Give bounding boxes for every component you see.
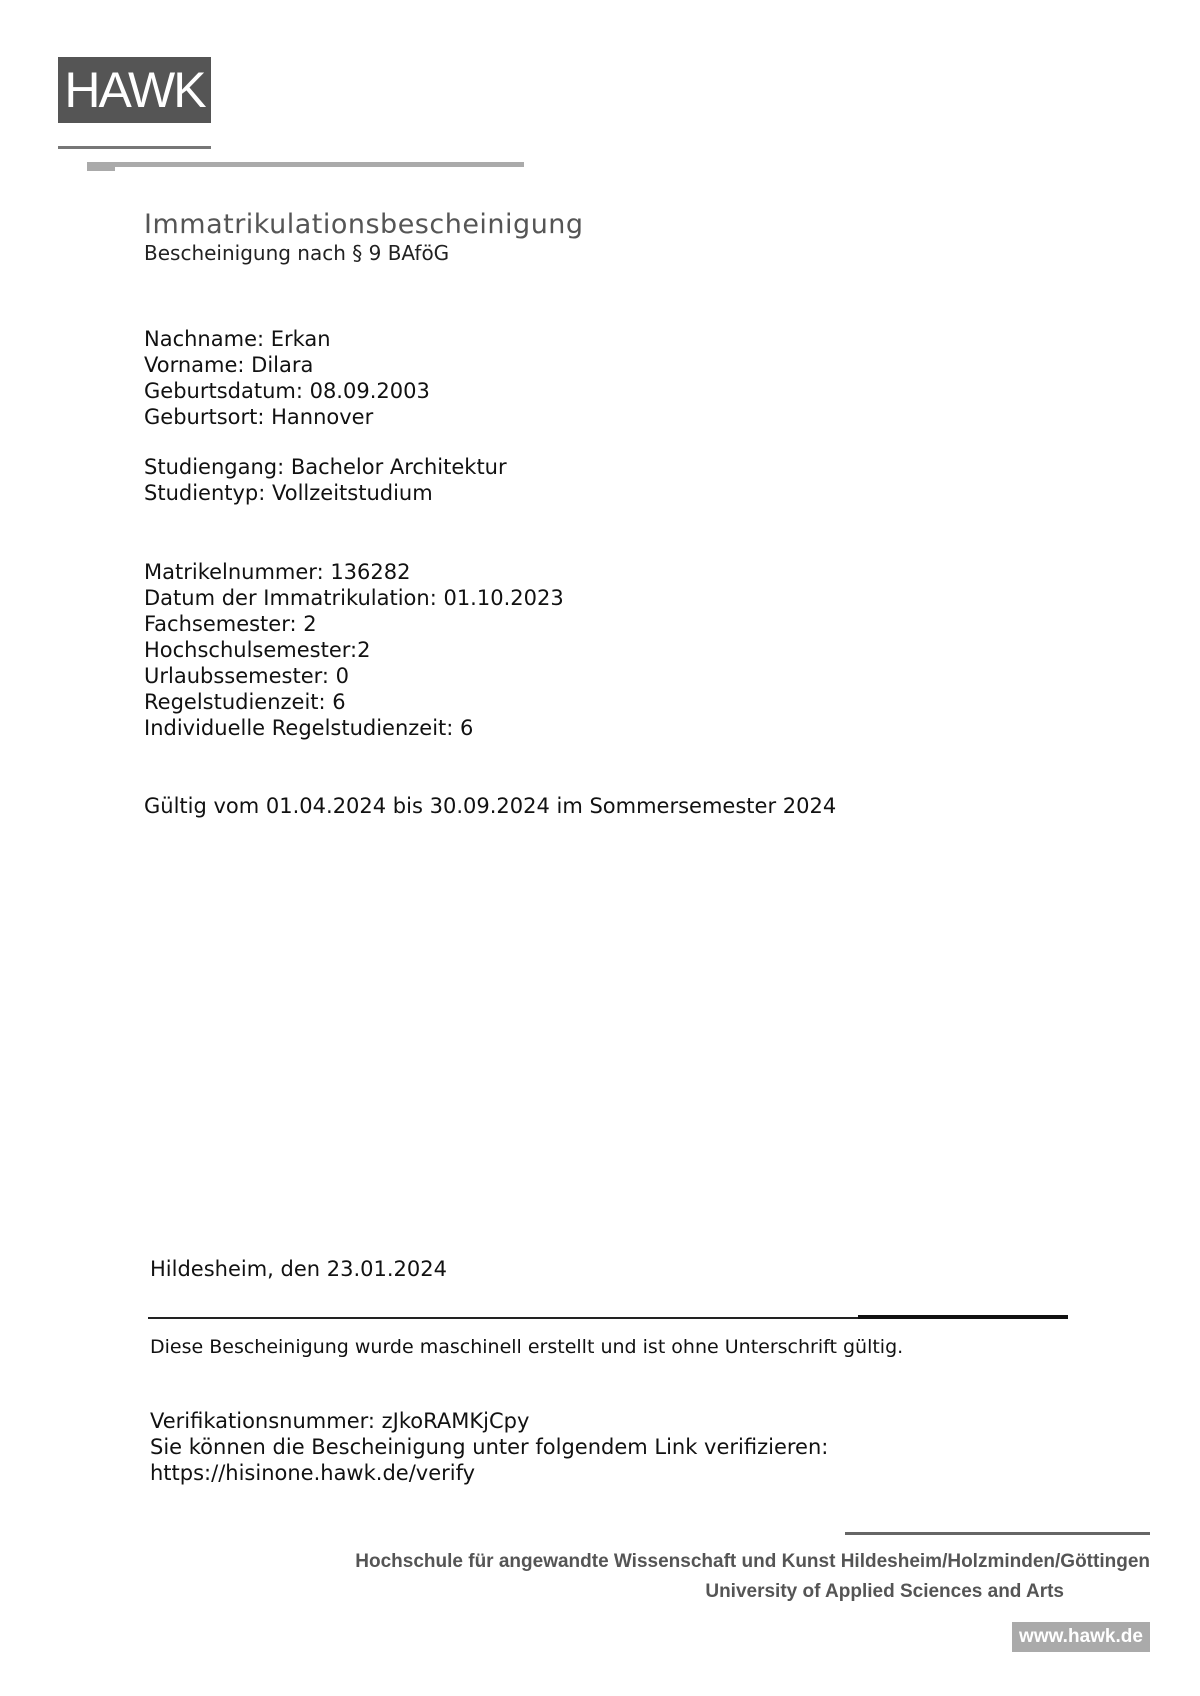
header-divider	[87, 162, 524, 167]
hawk-logo: HAWK	[58, 57, 211, 123]
university-semester: Hochschulsemester:2	[144, 638, 371, 662]
institution-name: Hochschule für angewandte Wissenschaft und Kunst Hildesheim/Holzminden/Göttingen	[355, 1551, 1150, 1572]
person-birthdate: Geburtsdatum: 08.09.2003	[144, 379, 430, 403]
machine-generated-note: Diese Bescheinigung wurde maschinell erstellt und ist ohne Unterschrift gültig.	[150, 1336, 904, 1358]
study-program: Studiengang: Bachelor Architektur	[144, 455, 507, 479]
website-badge: www.hawk.de	[1012, 1622, 1150, 1652]
enrollment-details	[144, 559, 564, 741]
place-date: Hildesheim, den 23.01.2024	[150, 1257, 447, 1281]
matriculation-date: Datum der Immatrikulation: 01.10.2023	[144, 586, 564, 610]
verification-number: Verifikationsnummer: zJkoRAMKjCpy	[150, 1409, 530, 1433]
validity-statement	[144, 793, 836, 819]
study-type: Studientyp: Vollzeitstudium	[144, 481, 433, 505]
standard-study-period: Regelstudienzeit: 6	[144, 690, 346, 714]
validity-text: Gültig vom 01.04.2024 bis 30.09.2024 im Sommersemester 2024	[144, 794, 837, 818]
institution-subtitle: University of Applied Sciences and Arts	[705, 1581, 1064, 1602]
signature-line	[148, 1317, 858, 1319]
verification-block	[150, 1408, 828, 1486]
header-divider-tab	[87, 162, 115, 171]
document-title: Immatrikulationsbescheinigung	[144, 209, 584, 240]
study-details	[144, 454, 507, 506]
signature-line-end	[858, 1315, 1068, 1319]
person-lastname: Nachname: Erkan	[144, 327, 331, 351]
logo-underline	[58, 146, 211, 149]
footer-rule	[845, 1532, 1150, 1535]
document-subtitle: Bescheinigung nach § 9 BAföG	[144, 241, 450, 265]
individual-study-period: Individuelle Regelstudienzeit: 6	[144, 716, 474, 740]
matriculation-number: Matrikelnummer: 136282	[144, 560, 411, 584]
verification-link: https://hisinone.hawk.de/verify	[150, 1461, 476, 1485]
verification-instruction: Sie können die Bescheinigung unter folgendem Link verifizieren:	[150, 1435, 829, 1459]
person-firstname: Vorname: Dilara	[144, 353, 314, 377]
person-birthplace: Geburtsort: Hannover	[144, 405, 374, 429]
subject-semester: Fachsemester: 2	[144, 612, 317, 636]
person-details	[144, 326, 430, 430]
leave-semester: Urlaubssemester: 0	[144, 664, 349, 688]
